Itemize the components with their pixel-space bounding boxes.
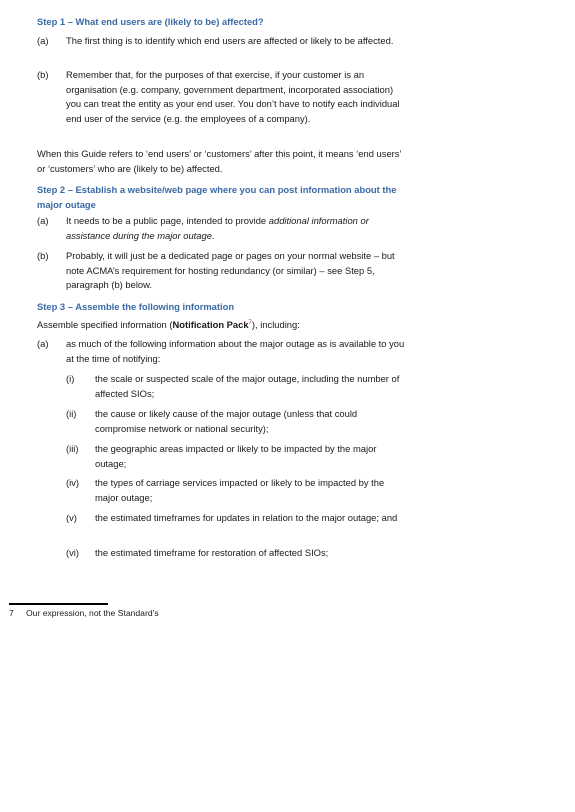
sub-item-text: the estimated timeframes for updates in relation to the major outage; and (95, 512, 398, 523)
step3-item-a-number: (a) (37, 338, 49, 349)
step2-item-a-text: It needs to be a public page, intended to provide additional information or assistance during the major outage. (66, 215, 369, 241)
step1-item-b-text: Remember that, for the purposes of that exercise, if your customer is an organisation (e.g. company, government department, incorporated association) you can treat the entity as your end user. You don’t have to notify each individual end user of the service (e.g. the employees of a company). (66, 69, 400, 124)
step3-sub-item (66, 372, 409, 401)
step3-sub-item (66, 511, 409, 526)
step3-sub-item (66, 407, 409, 436)
step1-note: When this Guide refers to ‘end users’ or ‘customers’ after this point, it means ‘end users’ or ‘customers’ who are (likely to be) affected. (37, 148, 402, 174)
step2-heading: Step 2 – Establish a website/web page where you can post information about the major outage (37, 184, 397, 210)
sub-item-text: the cause or likely cause of the major outage (unless that could compromise network or national security); (95, 408, 358, 434)
sub-item-number: (vi) (66, 547, 80, 558)
step2-item-b-text: Probably, it will just be a dedicated page or pages on your normal website – but note ACMA’s requirement for hosting redundancy (or similar) – see Step 5, paragraph (b) below. (66, 250, 395, 290)
step3-item-a-text: as much of the following information about the major outage as is available to you at the time of notifying: (66, 338, 405, 364)
step1-item-a-text: The first thing is to identify which end users are affected or likely to be affected. (66, 35, 394, 46)
step1-item-b-number: (b) (37, 69, 49, 80)
step3-sub-item (66, 546, 409, 561)
step1-item-b (37, 68, 409, 126)
step2-item-b (37, 249, 409, 293)
sub-item-number: (v) (66, 512, 77, 523)
step3-heading: Step 3 – Assemble the following information (37, 301, 235, 312)
footnote (9, 607, 159, 619)
step3-sub-item (66, 476, 409, 505)
notification-pack-term: Notification Pack (172, 319, 249, 330)
step1-item-a (37, 34, 409, 49)
step2-item-a-number: (a) (37, 215, 49, 226)
step2-item-a (37, 214, 409, 243)
sub-item-text: the types of carriage services impacted or likely to be impacted by the major outage; (95, 477, 385, 503)
sub-item-number: (iii) (66, 443, 79, 454)
step2-item-a-emphasis: additional information or assistance during the major outage (66, 215, 369, 241)
footnote-reference: 7 (248, 319, 252, 326)
footnote-number: 7 (9, 608, 14, 618)
sub-item-number: (ii) (66, 408, 77, 419)
step2-item-b-number: (b) (37, 250, 49, 261)
sub-item-number: (i) (66, 373, 75, 384)
footnote-text: Our expression, not the Standard’s (26, 608, 159, 618)
step1-item-a-number: (a) (37, 35, 49, 46)
sub-item-text: the scale or suspected scale of the major outage, including the number of affected SIOs; (95, 373, 400, 399)
step3-item-a (37, 337, 409, 366)
step3-sub-item (66, 442, 409, 471)
step1-heading: Step 1 – What end users are (likely to be) affected? (37, 16, 264, 27)
sub-item-number: (iv) (66, 477, 80, 488)
step3-intro: Assemble specified information (Notification Pack$^7$), including: (37, 319, 300, 330)
sub-item-text: the geographic areas impacted or likely to be impacted by the major outage; (95, 443, 377, 469)
footnote-separator (9, 603, 108, 605)
sub-item-text: the estimated timeframe for restoration of affected SIOs; (95, 547, 329, 558)
